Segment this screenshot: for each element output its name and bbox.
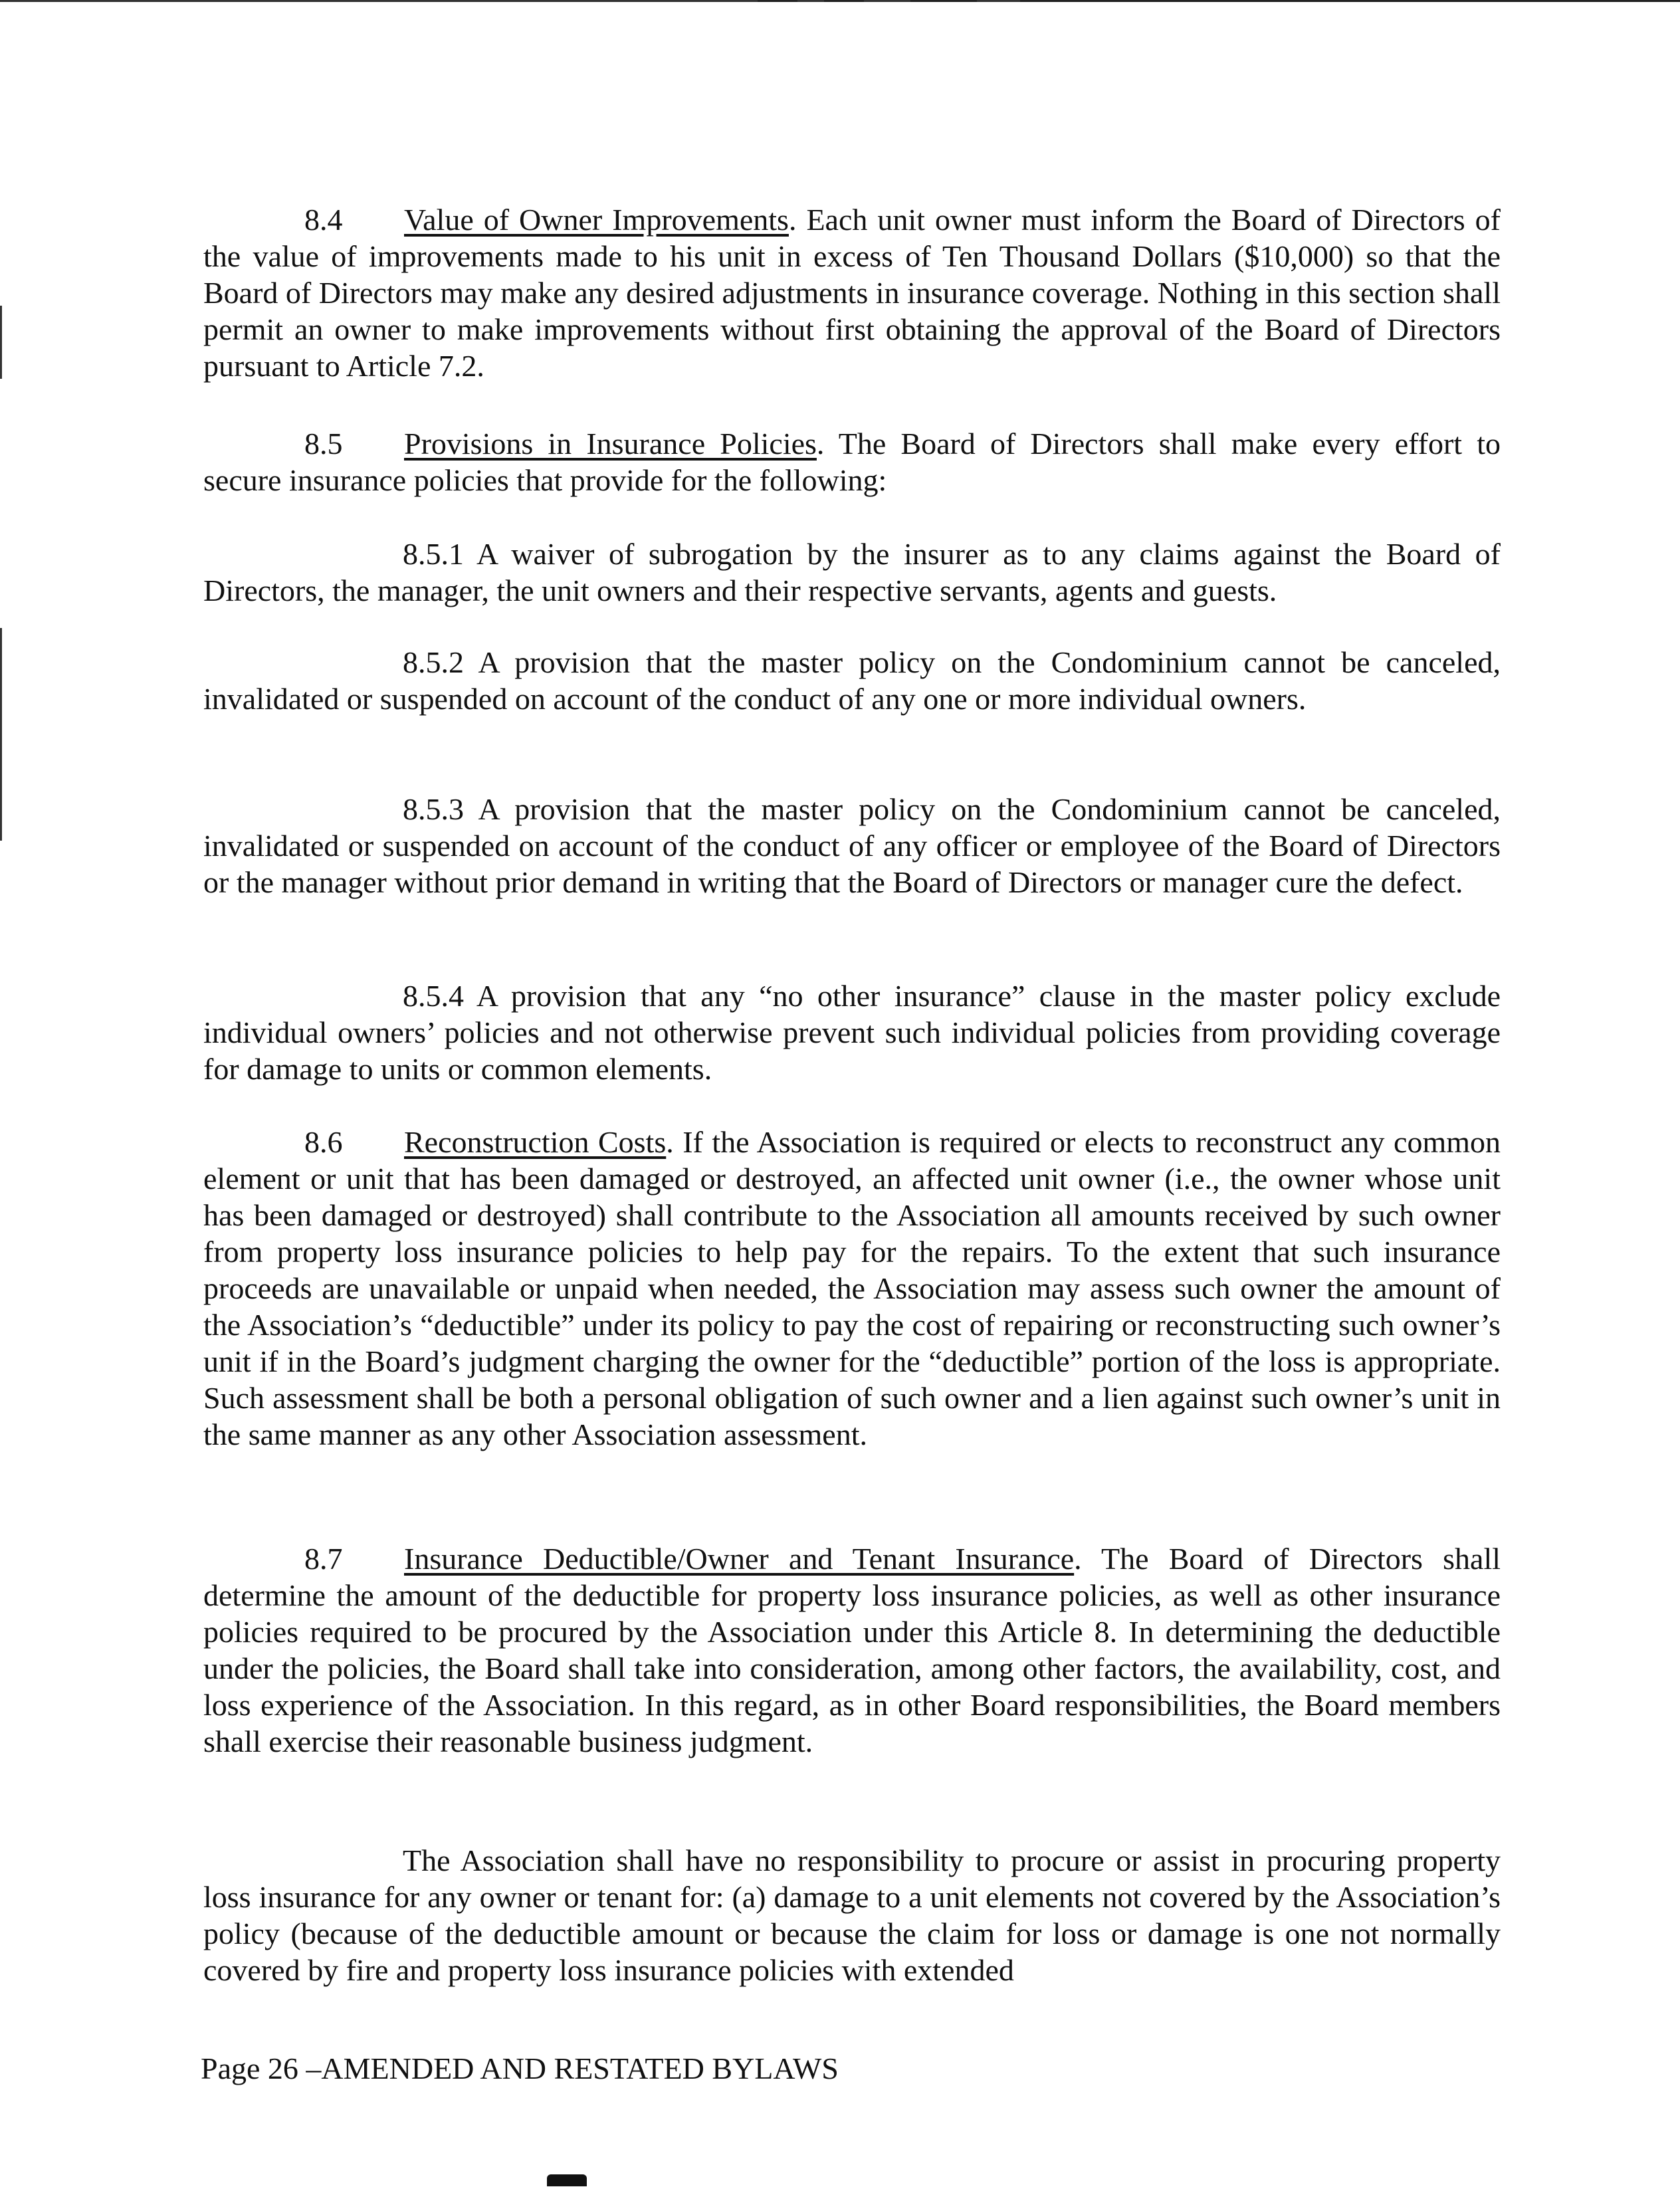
section-heading: Value of Owner Improvements: [404, 203, 789, 237]
section-8-5-1: [203, 536, 1501, 609]
section-8-5-3: [203, 791, 1501, 900]
bottom-scan-blob: [547, 2174, 587, 2186]
section-8-5: [203, 425, 1501, 498]
section-number: 8.5.2: [403, 645, 464, 679]
section-8-6: [203, 1124, 1501, 1453]
section-heading: Insurance Deductible/Owner and Tenant Insurance: [404, 1542, 1075, 1576]
section-heading: Provisions in Insurance Policies: [404, 427, 817, 461]
section-text: A waiver of subrogation by the insurer as to any claims against the Board of Directors, the manager, the unit owners and their respective servants, agents and guests.: [203, 537, 1501, 607]
section-text: A provision that any “no other insurance” clause in the master policy exclude individual owners’ policies and not otherwise prevent such individual policies from providing coverage for damage to units or common elements.: [203, 979, 1501, 1086]
section-text: . Each unit owner must inform the Board of Directors of the value of improvements made to his unit in excess of Ten Thousand Dollars ($10,000) so that the Board of Directors may make any desired adjustments in insurance coverage. Nothing in this section shall permit an owner to make improvements without first obtaining the approval of the Board of Directors pursuant to Article 7.2.: [203, 203, 1501, 383]
section-number: 8.5.1: [403, 537, 464, 571]
section-number: 8.5.3: [403, 792, 464, 826]
left-edge-mark: [0, 306, 2, 379]
section-number: 8.6: [304, 1125, 343, 1159]
section-text: A provision that the master policy on the Condominium cannot be canceled, invalidated or suspended on account of the conduct of any officer or employee of the Board of Directors or the manager without prior demand in writing that the Board of Directors or manager cure the defect.: [203, 792, 1501, 899]
section-number: 8.5.4: [403, 979, 464, 1013]
section-8-5-2: [203, 644, 1501, 717]
section-number: 8.4: [304, 203, 343, 237]
section-number: 8.7: [304, 1542, 343, 1576]
page-footer: Page 26 –AMENDED AND RESTATED BYLAWS: [201, 2051, 839, 2085]
top-scan-rule: [910, 0, 977, 2]
section-heading: Reconstruction Costs: [404, 1125, 667, 1159]
section-text: A provision that the master policy on the Condominium cannot be canceled, invalidated or suspended on account of the conduct of any one or more individual owners.: [203, 645, 1501, 716]
section-text: . The Board of Directors shall determine the amount of the deductible for property loss insurance policies, as well as other insurance policies required to be procured by the Association under this Article 8. In determining the deductible under the policies, the Board shall take into consideration, among other factors, the availability, cost, and loss experience of the Association. In this regard, as in other Board responsibilities, the Board members shall exercise their reasonable business judgment.: [203, 1542, 1501, 1758]
section-8-7: [203, 1540, 1501, 1760]
top-scan-rule: [824, 0, 864, 2]
top-scan-rule: [758, 0, 797, 2]
section-number: 8.5: [304, 427, 343, 461]
section-text: . The Board of Directors shall make every effort to secure insurance policies that provide for the following:: [203, 427, 1501, 497]
left-edge-mark: [0, 628, 2, 841]
top-scan-rule: [1020, 0, 1680, 2]
section-text: . If the Association is required or elects to reconstruct any common element or unit that has been damaged or destroyed, an affected unit owner (i.e., the owner whose unit has been damaged or destroyed) shall contribute to the Association all amounts received by such owner from property loss insurance policies to help pay for the repairs. To the extent that such insurance proceeds are unavailable or unpaid when needed, the Association may assess such owner the amount of the Association’s “deductible” under its policy to pay the cost of repairing or reconstructing such owner’s unit if in the Board’s judgment charging the owner for the “deductible” portion of the loss is appropriate. Such assessment shall be both a personal obligation of such owner and a lien against such owner’s unit in the same manner as any other Association assessment.: [203, 1125, 1501, 1451]
section-8-5-4: [203, 978, 1501, 1087]
section-text: The Association shall have no responsibility to procure or assist in procuring property loss insurance for any owner or tenant for: (a) damage to a unit elements not covered by the Association’s policy (because of the deductible amount or because the claim for loss or damage is one not normally covered by fire and property loss insurance policies with extended: [203, 1843, 1501, 1987]
section-8-4: [203, 201, 1501, 384]
section-8-7-continued: [203, 1842, 1501, 1988]
